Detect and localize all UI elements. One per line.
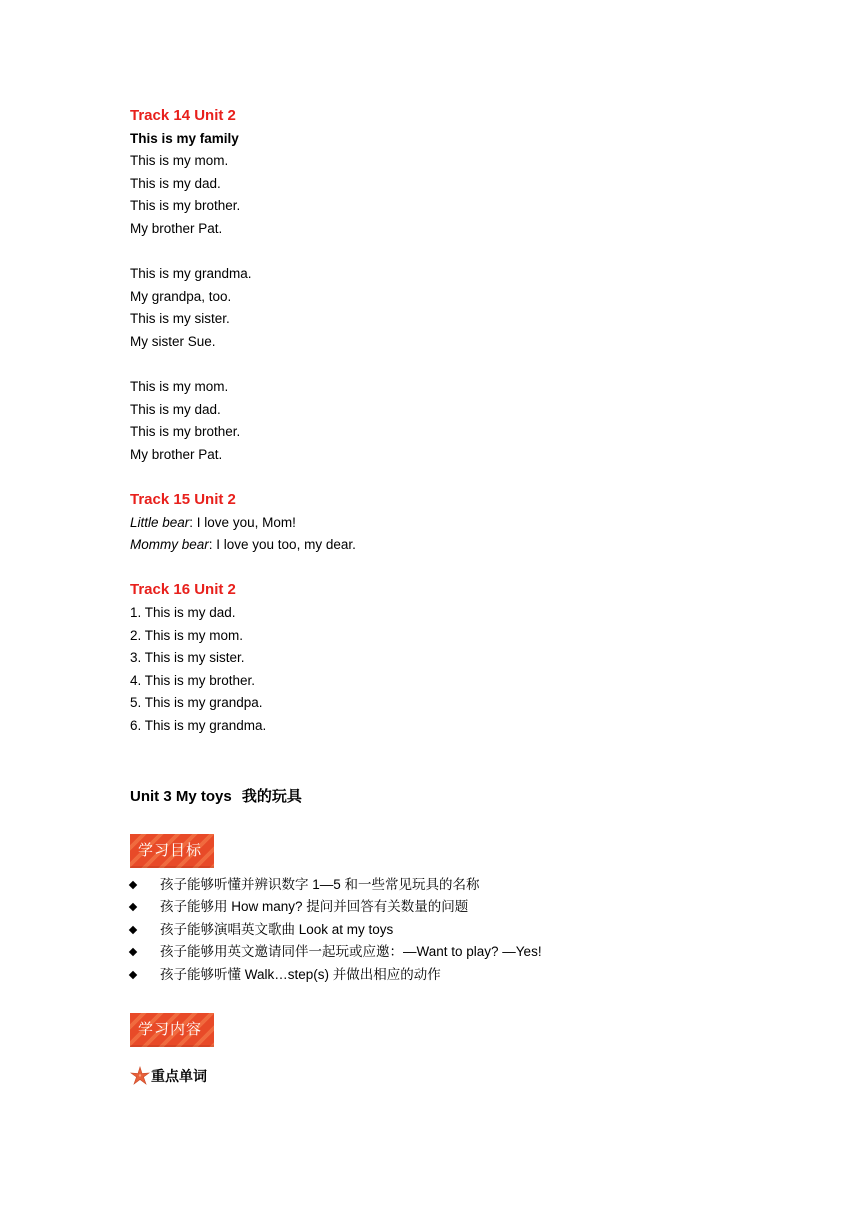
track14-line: My brother Pat. (130, 446, 223, 462)
track14-line: My grandpa, too. (130, 288, 232, 304)
keywords-heading (130, 1065, 810, 1087)
track14-line: This is my grandma. (130, 266, 252, 282)
track14-line: This is my brother. (130, 424, 241, 440)
diamond-bullet-icon (129, 948, 137, 956)
learning-goals-banner: 学习目标 (130, 834, 214, 868)
track16-title: Track 16 Unit 2 (130, 581, 236, 599)
diamond-bullet-icon (129, 903, 137, 911)
track14-line: This is my mom. (130, 379, 229, 395)
track15-title: Track 15 Unit 2 (130, 491, 236, 509)
track16-item: 4. This is my brother. (130, 672, 256, 688)
track14-line: This is my mom. (130, 153, 229, 169)
learning-content-banner: 学习内容 (130, 1013, 214, 1047)
goal-text: 孩子能够用英文邀请同伴一起玩或应邀：—Want to play? —Yes! (160, 944, 542, 960)
goal-item (130, 941, 810, 964)
goal-item (130, 896, 810, 919)
unit3-title-en: Unit 3 My toys (130, 787, 232, 805)
speech-text: : I love you, Mom! (189, 514, 296, 530)
document-page (130, 105, 810, 1087)
track16-item: 2. This is my mom. (130, 627, 244, 643)
goal-item (130, 964, 810, 987)
track15-line (130, 534, 810, 557)
diamond-bullet-icon (129, 971, 137, 979)
track16-item: 5. This is my grandpa. (130, 695, 263, 711)
goal-text: 孩子能够听懂并辨识数字 1—5 和一些常见玩具的名称 (160, 876, 480, 892)
speech-text: : I love you too, my dear. (208, 537, 356, 553)
keywords-label: 重点单词 (151, 1067, 207, 1084)
track16-item: 3. This is my sister. (130, 650, 245, 666)
track14-line: My brother Pat. (130, 220, 223, 236)
track14-title: Track 14 Unit 2 (130, 107, 236, 124)
unit3-title (130, 784, 810, 810)
goals-list (130, 874, 810, 987)
goal-item (130, 874, 810, 897)
goal-text: 孩子能够演唱英文歌曲 Look at my toys (160, 921, 394, 937)
diamond-bullet-icon (129, 926, 137, 934)
track16-item: 6. This is my grandma. (130, 718, 267, 734)
track14-line: This is my dad. (130, 175, 221, 191)
track14-line: This is my dad. (130, 401, 221, 417)
track16-item: 1. This is my dad. (130, 605, 236, 621)
goal-text: 孩子能够听懂 Walk…step(s) 并做出相应的动作 (160, 967, 441, 982)
goal-item (130, 919, 810, 942)
track14-line: This is my sister. (130, 311, 230, 327)
unit3-title-cn: 我的玩具 (241, 787, 302, 805)
diamond-bullet-icon (129, 880, 137, 888)
track14-line: This is my brother. (130, 198, 241, 214)
track14-subtitle: This is my family (130, 130, 239, 146)
speaker-name: Mommy bear (130, 537, 209, 553)
speaker-name: Little bear (130, 514, 190, 530)
starfish-icon (130, 1066, 150, 1086)
track15-line (130, 512, 810, 535)
goal-text: 孩子能够用 How many? 提问并回答有关数量的问题 (160, 899, 469, 915)
track14-line: My sister Sue. (130, 333, 216, 349)
